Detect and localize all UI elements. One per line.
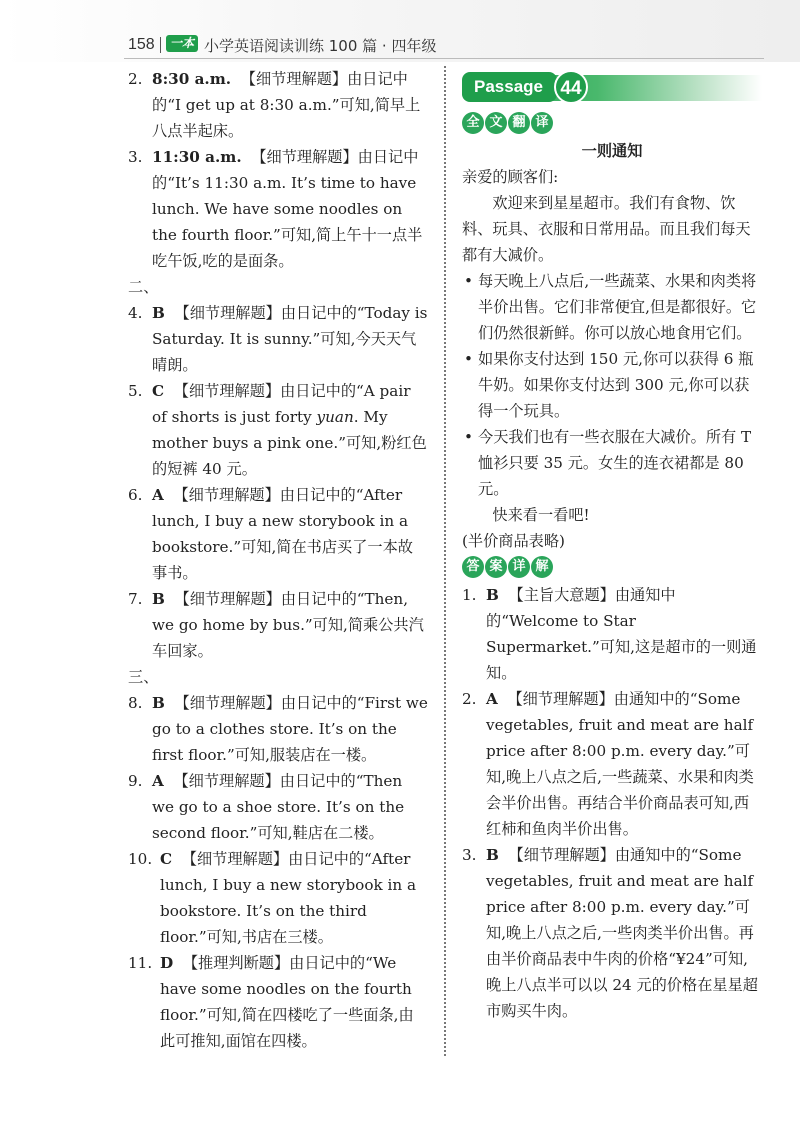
item-number: 9. (128, 772, 143, 790)
answer-list-part3 (128, 690, 428, 1054)
left-column (128, 66, 428, 1054)
bullet-dot-icon: • (464, 428, 473, 446)
heading-char: 译 (531, 112, 553, 134)
table-note: (半价商品表略) (462, 532, 565, 550)
answer-list-part1 (128, 66, 428, 274)
header-separator (160, 37, 161, 53)
item-explanation-part2: . My mother buys a pink one.”可知,粉红色的短裤 40 元。 (152, 408, 427, 478)
item-number: 3. (462, 846, 477, 864)
section-marker-2: 二、 (128, 278, 159, 296)
item-number: 3. (128, 148, 143, 166)
item-number: 4. (128, 304, 143, 322)
bullet-text: 今天我们也有一些衣服在大减价。所有 T 恤衫只要 35 元。女生的连衣裙都是 80 元。 (478, 428, 752, 498)
answer-item (462, 582, 762, 686)
series-logo: 一本 (166, 35, 198, 52)
item-answer: A (486, 690, 498, 708)
passage-label: Passage (462, 72, 557, 102)
passage-number: 44 (554, 70, 588, 104)
item-explanation: 【细节理解题】由日记中的“It’s 11:30 a.m. It’s time to have lunch. We have some noodles on the fourth floor.”可知,简上午十一点半吃午饭,吃的是面条。 (152, 148, 423, 270)
heading-char: 详 (508, 556, 530, 578)
answer-item (128, 66, 428, 144)
heading-char: 翻 (508, 112, 530, 134)
item-explanation: 【推理判断题】由日记中的“We have some noodles on the fourth floor.”可知,简在四楼吃了一些面条,由此可推知,面馆在四楼。 (160, 954, 414, 1050)
bullet-text: 每天晚上八点后,一些蔬菜、水果和肉类将半价出售。它们非常便宜,但是都很好。它们仍然很新鲜。你可以放心地食用它们。 (478, 272, 757, 342)
item-number: 2. (128, 70, 143, 88)
translation-heading (462, 112, 762, 134)
item-number: 11. (128, 954, 153, 972)
item-number: 5. (128, 382, 143, 400)
item-answer: 8:30 a.m. (152, 70, 232, 88)
answers-heading (462, 556, 762, 578)
book-title: 小学英语阅读训练 100 篇 · 四年级 (204, 37, 437, 55)
item-answer: B (152, 304, 165, 322)
closing-line: 快来看一看吧! (492, 506, 590, 524)
item-answer: 11:30 a.m. (152, 148, 242, 166)
answer-item (128, 690, 428, 768)
item-explanation: 【细节理解题】由日记中的“After lunch, I buy a new storybook in a bookstore. It’s on the third floor.”可知,书店在三楼。 (160, 850, 417, 946)
right-column (462, 66, 762, 1024)
item-number: 2. (462, 690, 477, 708)
section-marker-3: 三、 (128, 668, 159, 686)
item-answer: B (486, 846, 499, 864)
item-explanation: 【细节理解题】由通知中的“Some vegetables, fruit and meat are half price after 8:00 p.m. every day.”可知,晚上八点之后,一些蔬菜、水果和肉类会半价出售。再结合半价商品表可知,西红柿和鱼肉半价出售。 (486, 690, 754, 838)
heading-char: 全 (462, 112, 484, 134)
item-explanation-italic: yuan (316, 408, 354, 426)
item-answer: B (152, 590, 165, 608)
column-divider (444, 66, 446, 1056)
bullet-item (462, 346, 762, 424)
header-rule (124, 58, 764, 59)
item-explanation-part1: 【细节理解题】由日记中的“A pair of shorts is just forty (152, 382, 411, 426)
notice-title: 一则通知 (581, 142, 643, 160)
item-answer: C (152, 382, 165, 400)
item-answer: A (152, 772, 164, 790)
item-answer: B (152, 694, 165, 712)
answer-item (128, 300, 428, 378)
intro-paragraph: 欢迎来到星星超市。我们有食物、饮料、玩具、衣服和日常用品。而且我们每天都有大减价。 (462, 194, 751, 264)
passage-badge (462, 70, 762, 104)
item-number: 7. (128, 590, 143, 608)
item-number: 1. (462, 586, 477, 604)
heading-char: 案 (485, 556, 507, 578)
bullet-item (462, 424, 762, 502)
answer-list-part2 (128, 300, 428, 664)
greeting: 亲爱的顾客们: (462, 168, 559, 186)
item-number: 8. (128, 694, 143, 712)
item-explanation: 【主旨大意题】由通知中的“Welcome to Star Supermarket.”可知,这是超市的一则通知。 (486, 586, 757, 682)
answer-item (128, 768, 428, 846)
answer-item (128, 482, 428, 586)
heading-char: 解 (531, 556, 553, 578)
item-answer: B (486, 586, 499, 604)
bullet-text: 如果你支付达到 150 元,你可以获得 6 瓶牛奶。如果你支付达到 300 元,你可以获得一个玩具。 (478, 350, 754, 420)
answer-item (462, 686, 762, 842)
item-answer: C (160, 850, 173, 868)
item-number: 6. (128, 486, 143, 504)
item-answer: A (152, 486, 164, 504)
answer-item (128, 586, 428, 664)
bullet-dot-icon: • (464, 350, 473, 368)
heading-char: 文 (485, 112, 507, 134)
page-header (0, 0, 800, 62)
item-explanation: 【细节理解题】由日记中的“I get up at 8:30 a.m.”可知,简早上八点半起床。 (152, 70, 421, 140)
heading-char: 答 (462, 556, 484, 578)
item-number: 10. (128, 850, 153, 868)
item-explanation: 【细节理解题】由通知中的“Some vegetables, fruit and meat are half price after 8:00 p.m. every day.”可知,晚上八点之后,一些肉类半价出售。再由半价商品表中牛肉的价格“¥24”可知,晚上八点半可以以 24 元的价格在星星超市购买牛肉。 (486, 846, 758, 1020)
page-number: 158 (128, 36, 155, 53)
answer-item (128, 950, 428, 1054)
bullet-dot-icon: • (464, 272, 473, 290)
item-explanation: 【细节理解题】由日记中的“Then we go to a shoe store. It’s on the second floor.”可知,鞋店在二楼。 (152, 772, 405, 842)
item-explanation: 【细节理解题】由日记中的“Today is Saturday. It is sunny.”可知,今天天气晴朗。 (152, 304, 428, 374)
answer-item (462, 842, 762, 1024)
item-explanation: 【细节理解题】由日记中的“First we go to a clothes store. It’s on the first floor.”可知,服装店在一楼。 (152, 694, 428, 764)
item-answer: D (160, 954, 174, 972)
bullet-item (462, 268, 762, 346)
answer-item (128, 846, 428, 950)
answer-item (128, 378, 428, 482)
item-explanation: 【细节理解题】由日记中的“After lunch, I buy a new storybook in a bookstore.”可知,简在书店买了一本故事书。 (152, 486, 413, 582)
answer-item (128, 144, 428, 274)
item-explanation: 【细节理解题】由日记中的“Then, we go home by bus.”可知,简乘公共汽车回家。 (152, 590, 424, 660)
